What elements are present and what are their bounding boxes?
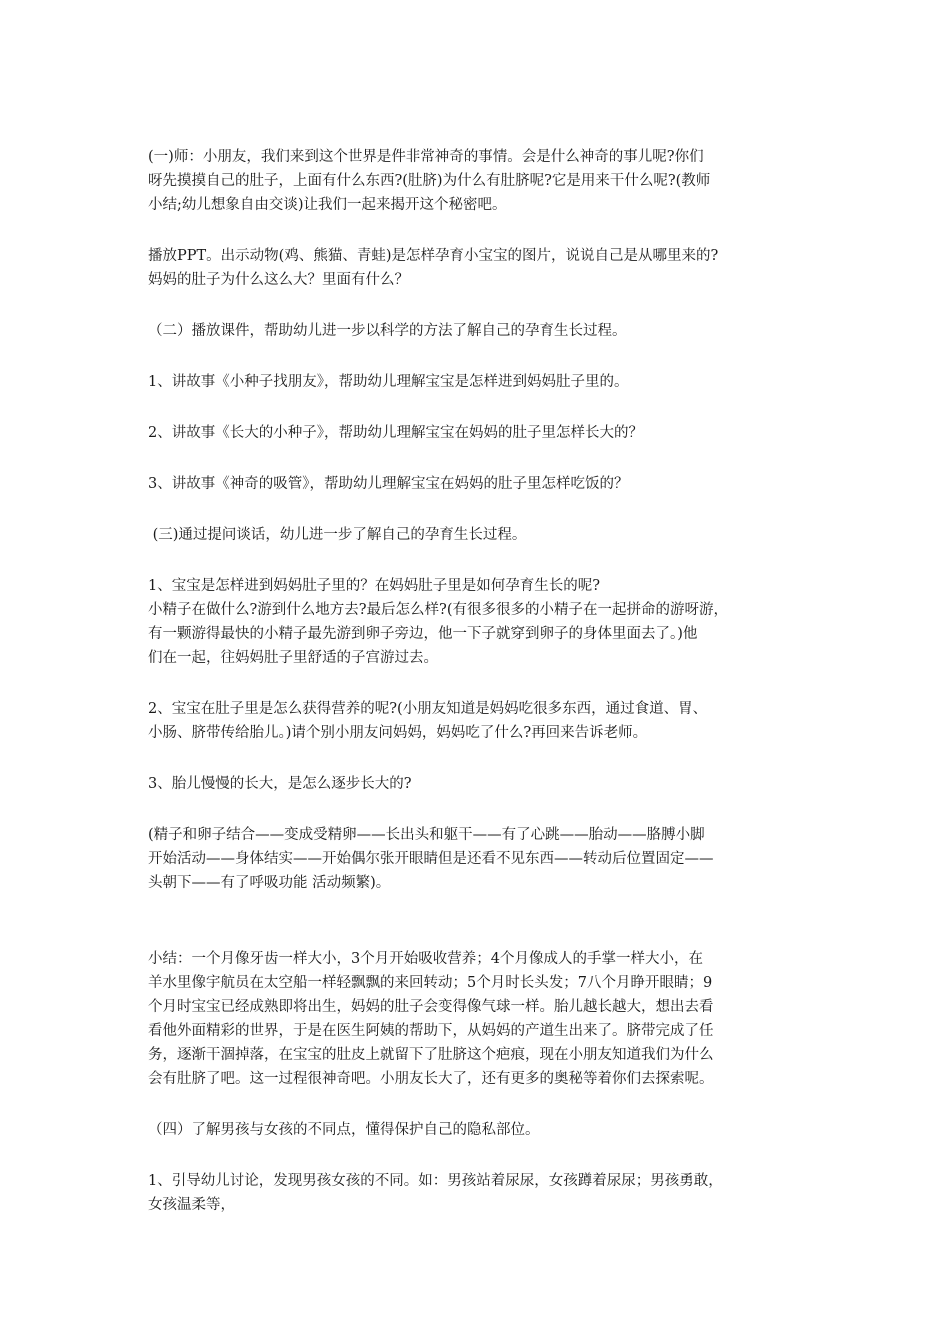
paragraph-gap xyxy=(148,1142,818,1169)
paragraph-ppt xyxy=(148,244,818,292)
paragraph-intro xyxy=(148,145,818,217)
paragraph-gap xyxy=(148,796,818,823)
text-line: 1、引导幼儿讨论，发现男孩女孩的不同。如：男孩站着尿尿，女孩蹲着尿尿；男孩勇敢， xyxy=(148,1173,723,1189)
text-line: 3、胎儿慢慢的长大，是怎么逐步长大的? xyxy=(148,776,412,792)
text-line: 妈妈的肚子为什么这么大？里面有什么？ xyxy=(148,272,409,288)
text-line: 小结;幼儿想象自由交谈)让我们一起来揭开这个秘密吧。 xyxy=(148,197,507,213)
text-line: 女孩温柔等， xyxy=(148,1197,235,1213)
paragraph-gap xyxy=(148,745,818,772)
text-line: (一)师：小朋友，我们来到这个世界是件非常神奇的事情。会是什么神奇的事儿呢?你们 xyxy=(148,149,704,165)
text-line: 们在一起，往妈妈肚子里舒适的子宫游过去。 xyxy=(148,650,438,666)
section-heading-4 xyxy=(148,1118,818,1142)
paragraph-discussion-1 xyxy=(148,1169,818,1217)
document-page xyxy=(148,145,818,1217)
text-line: 会有肚脐了吧。这一过程很神奇吧。小朋友长大了，还有更多的奥秘等着你们去探索呢。 xyxy=(148,1071,714,1087)
paragraph-gap xyxy=(148,292,818,319)
text-line: 看他外面精彩的世界，于是在医生阿姨的帮助下，从妈妈的产道生出来了。脐带完成了任 xyxy=(148,1023,714,1039)
paragraph-story-2 xyxy=(148,421,818,445)
paragraph-gap xyxy=(148,895,818,947)
paragraph-question-3 xyxy=(148,772,818,796)
paragraph-gap xyxy=(148,496,818,523)
text-line: 3、讲故事《神奇的吸管》，帮助幼儿理解宝宝在妈妈的肚子里怎样吃饭的？ xyxy=(148,476,629,492)
paragraph-gap xyxy=(148,343,818,370)
text-line: 1、讲故事《小种子找朋友》，帮助幼儿理解宝宝是怎样进到妈妈肚子里的。 xyxy=(148,374,629,390)
section-heading-2 xyxy=(148,319,818,343)
text-line: 1、宝宝是怎样进到妈妈肚子里的？在妈妈肚子里是如何孕育生长的呢? xyxy=(148,578,600,594)
text-line: (精子和卵子结合——变成受精卵——长出头和躯干——有了心跳——胎动——胳膊小脚 xyxy=(148,827,705,843)
text-line: （二）播放课件，帮助幼儿进一步以科学的方法了解自己的孕育生长过程。 xyxy=(148,323,627,339)
text-line: 务，逐渐干涸掉落，在宝宝的肚皮上就留下了肚脐这个疤痕，现在小朋友知道我们为什么 xyxy=(148,1047,714,1063)
text-line: 小肠、脐带传给胎儿。)请个别小朋友问妈妈，妈妈吃了什么?再回来告诉老师。 xyxy=(148,725,648,741)
text-line: 呀先摸摸自己的肚子，上面有什么东西?(肚脐)为什么有肚脐呢?它是用来干什么呢?(教师 xyxy=(148,173,711,189)
paragraph-gap xyxy=(148,217,818,244)
text-line: 2、讲故事《长大的小种子》，帮助幼儿理解宝宝在妈妈的肚子里怎样长大的？ xyxy=(148,425,643,441)
paragraph-gap xyxy=(148,670,818,697)
text-line: 播放PPT。出示动物(鸡、熊猫、青蛙)是怎样孕育小宝宝的图片，说说自己是从哪里来的? xyxy=(148,248,719,264)
text-line: 开始活动——身体结实——开始偶尔张开眼睛但是还看不见东西——转动后位置固定—— xyxy=(148,851,714,867)
text-line: 个月时宝宝已经成熟即将出生，妈妈的肚子会变得像气球一样。胎儿越长越大，想出去看 xyxy=(148,999,714,1015)
paragraph-growth-stages xyxy=(148,823,818,895)
text-line: 2、宝宝在肚子里是怎么获得营养的呢?(小朋友知道是妈妈吃很多东西，通过食道、胃、 xyxy=(148,701,708,717)
text-line: 头朝下——有了呼吸功能 活动频繁)。 xyxy=(148,875,391,891)
paragraph-question-2 xyxy=(148,697,818,745)
paragraph-gap xyxy=(148,445,818,472)
section-heading-3 xyxy=(148,523,818,547)
paragraph-gap xyxy=(148,394,818,421)
paragraph-summary xyxy=(148,947,818,1091)
text-line: (三)通过提问谈话，幼儿进一步了解自己的孕育生长过程。 xyxy=(148,527,527,543)
paragraph-gap xyxy=(148,1091,818,1118)
text-line: 小精子在做什么?游到什么地方去?最后怎么样?(有很多很多的小精子在一起拼命的游呀游， xyxy=(148,602,728,618)
text-line: 羊水里像宇航员在太空船一样轻飘飘的来回转动；5个月时长头发；7八个月睁开眼睛；9 xyxy=(148,975,713,991)
paragraph-story-1 xyxy=(148,370,818,394)
paragraph-story-3 xyxy=(148,472,818,496)
text-line: （四）了解男孩与女孩的不同点，懂得保护自己的隐私部位。 xyxy=(148,1122,540,1138)
text-line: 小结：一个月像牙齿一样大小，3个月开始吸收营养；4个月像成人的手掌一样大小，在 xyxy=(148,951,703,967)
paragraph-gap xyxy=(148,547,818,574)
text-line: 有一颗游得最快的小精子最先游到卵子旁边，他一下子就穿到卵子的身体里面去了。)他 xyxy=(148,626,698,642)
paragraph-question-1 xyxy=(148,574,818,670)
